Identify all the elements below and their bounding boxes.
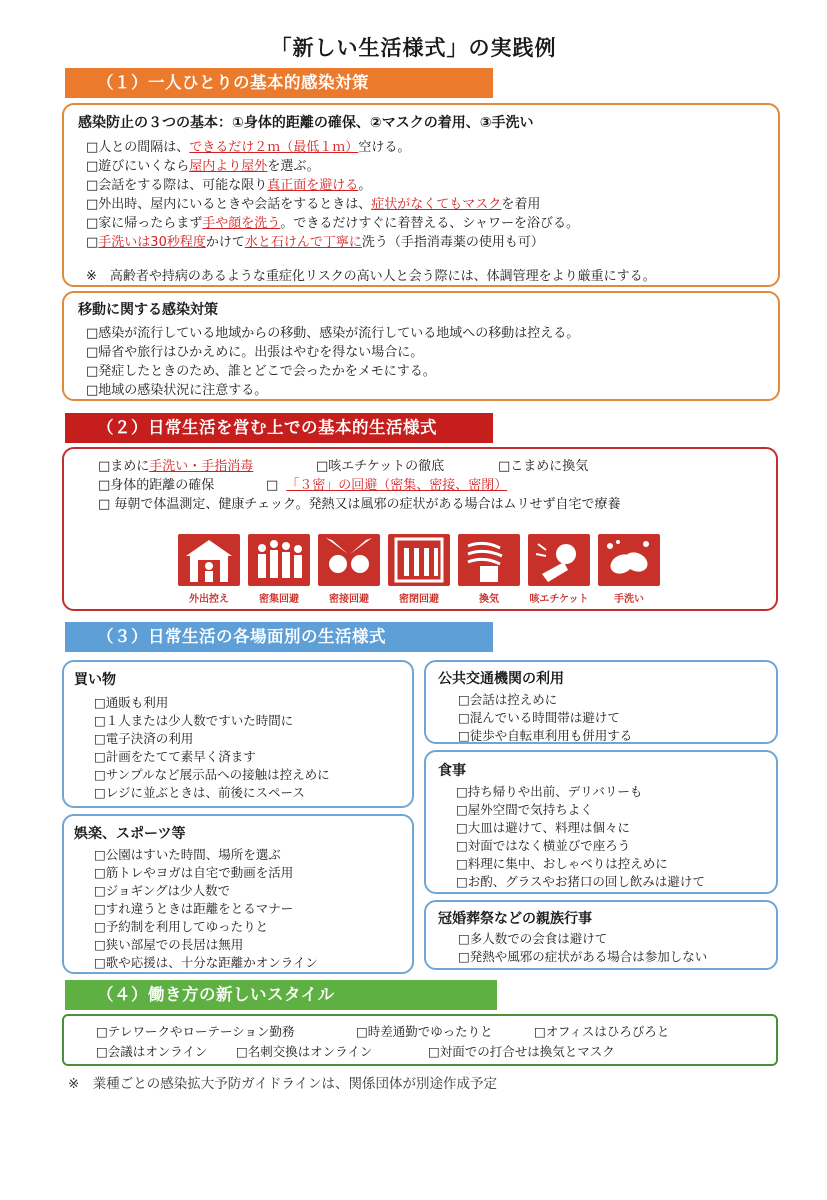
ceremony-title: 冠婚葬祭などの親族行事 <box>438 911 592 927</box>
washing-hands-icon <box>598 534 660 586</box>
ventilation-pictogram <box>458 534 520 605</box>
icon-caption: 密閉回避 <box>399 594 439 605</box>
three-c-item: □ 「３密」の回避（密集、密接、密閉） <box>266 478 508 493</box>
online-card-exchange-item: □名刺交換はオンライン <box>236 1044 373 1059</box>
list-item: □帰省や旅行はひかえめに。出張はやむを得ない場合に。 <box>86 345 424 360</box>
list-item: □歌や応援は、十分な距離かオンライン <box>94 955 318 970</box>
list-item: □レジに並ぶときは、前後にスペース <box>94 785 305 800</box>
ventilation-item: □こまめに換気 <box>498 459 589 474</box>
close-contact-icon <box>318 534 380 586</box>
list-item: □サンプルなど展示品への接触は控えめに <box>94 767 330 782</box>
list-item: □通販も利用 <box>94 695 169 710</box>
transport-title: 公共交通機関の利用 <box>438 671 564 687</box>
section3-banner: （３）日常生活の各場面別の生活様式 <box>65 622 493 652</box>
work-style-box <box>62 1014 778 1066</box>
icon-caption: 外出控え <box>189 594 229 605</box>
list-item: □徒歩や自転車利用も併用する <box>458 728 633 743</box>
list-item: □すれ違うときは距離をとるマナー <box>94 901 294 916</box>
avoid-crowds-pictogram <box>248 534 310 605</box>
section4-banner: （４）働き方の新しいスタイル <box>65 980 497 1010</box>
list-item: □料理に集中、おしゃべりは控えめに <box>456 856 668 871</box>
window-air-icon <box>458 534 520 586</box>
list-item: □筋トレやヨガは自宅で動画を活用 <box>94 865 294 880</box>
online-meeting-item: □会議はオンライン <box>96 1044 208 1059</box>
house-icon <box>178 534 240 586</box>
measure-conversation: □会話をする際は、可能な限り真正面を避ける。 <box>86 178 372 193</box>
shopping-box <box>62 660 414 808</box>
section1-banner: （１）一人ひとりの基本的感染対策 <box>65 68 493 98</box>
handwash-item: □まめに手洗い・手指消毒 <box>98 459 254 474</box>
leisure-box <box>62 814 414 974</box>
list-item: □発症したときのため、誰とどこで会ったかをメモにする。 <box>86 364 436 379</box>
list-item: □持ち帰りや出前、デリバリーも <box>456 784 643 799</box>
list-item: □屋外空間で気持ちよく <box>456 802 593 817</box>
icon-caption: 換気 <box>479 594 499 605</box>
meal-title: 食事 <box>438 763 466 779</box>
page-title: 「新しい生活様式」の実践例 <box>270 36 557 60</box>
basic-measures-title: 感染防止の３つの基本：①身体的距離の確保、②マスクの着用、③手洗い <box>78 115 534 131</box>
movement-title: 移動に関する感染対策 <box>78 302 218 318</box>
list-item: □地域の感染状況に注意する。 <box>86 383 268 398</box>
list-item: □お酌、グラスやお猪口の回し飲みは避けて <box>456 874 705 889</box>
elderly-note: ※ 高齢者や持病のあるような重症化リスクの高い人と会う際には、体調管理をより厳重にする。 <box>86 269 656 284</box>
closed-room-icon <box>388 534 450 586</box>
shopping-title: 買い物 <box>74 672 116 688</box>
movement-measures-box <box>62 291 780 401</box>
list-item: □発熱や風邪の症状がある場合は参加しない <box>458 949 708 964</box>
list-item: □公園はすいた時間、場所を選ぶ <box>94 847 281 862</box>
transport-box <box>424 660 778 744</box>
crowd-icon <box>248 534 310 586</box>
list-item: □対面ではなく横並びで座ろう <box>456 838 631 853</box>
guideline-footnote: ※ 業種ごとの感染拡大予防ガイドラインは、関係団体が別途作成予定 <box>68 1076 498 1092</box>
staggered-commute-item: □時差通勤でゆったりと <box>356 1024 493 1039</box>
icon-caption: 密集回避 <box>259 594 299 605</box>
basic-measures-box <box>62 103 780 287</box>
list-item: □多人数での会食は避けて <box>458 931 608 946</box>
face-to-face-item: □対面での打合せは換気とマスク <box>428 1044 615 1059</box>
meal-box <box>424 750 778 894</box>
list-item: □１人または少人数ですいた時間に <box>94 713 294 728</box>
ceremony-box <box>424 900 778 970</box>
list-item: □予約制を利用してゆったりと <box>94 919 269 934</box>
spacious-office-item: □オフィスはひろびろと <box>534 1024 670 1039</box>
cough-icon <box>528 534 590 586</box>
avoid-close-contact-pictogram <box>318 534 380 605</box>
temperature-item: □ 毎朝で体温測定、健康チェック。発熱又は風邪の症状がある場合はムリせず自宅で療養 <box>98 497 621 512</box>
list-item: □ジョギングは少人数で <box>94 883 231 898</box>
list-item: □狭い部屋での長居は無用 <box>94 937 244 952</box>
telework-item: □テレワークやローテーション勤務 <box>96 1024 295 1039</box>
pictogram-row <box>178 534 658 604</box>
list-item: □大皿は避けて、料理は個々に <box>456 820 631 835</box>
stay-home-pictogram <box>178 534 240 605</box>
list-item: □混んでいる時間帯は避けて <box>458 710 620 725</box>
measure-outdoor: □遊びにいくなら屋内より屋外を選ぶ。 <box>86 159 320 174</box>
icon-caption: 手洗い <box>614 594 644 605</box>
measure-distance: □人との間隔は、できるだけ２ｍ（最低１ｍ）空ける。 <box>86 140 411 155</box>
list-item: □会話は控えめに <box>458 692 558 707</box>
avoid-closed-space-pictogram <box>388 534 450 605</box>
cough-etiquette-item: □咳エチケットの徹底 <box>316 459 445 474</box>
cough-etiquette-pictogram <box>528 534 590 605</box>
distance-item: □身体的距離の確保 <box>98 478 215 493</box>
measure-handwash: □手洗いは30秒程度かけて水と石けんで丁寧に洗う（手指消毒薬の使用も可） <box>86 235 544 250</box>
list-item: □電子決済の利用 <box>94 731 194 746</box>
list-item: □感染が流行している地域からの移動、感染が流行している地域への移動は控える。 <box>86 326 580 341</box>
measure-mask: □外出時、屋内にいるときや会話をするときは、症状がなくてもマスクを着用 <box>86 197 541 212</box>
list-item: □計画をたてて素早く済ます <box>94 749 256 764</box>
section2-banner: （２）日常生活を営む上での基本的生活様式 <box>65 413 493 443</box>
icon-caption: 咳エチケット <box>529 594 589 605</box>
icon-caption: 密接回避 <box>329 594 369 605</box>
measure-wash-face: □家に帰ったらまず手や顔を洗う。できるだけすぐに着替える、シャワーを浴びる。 <box>86 216 580 231</box>
handwashing-pictogram <box>598 534 660 605</box>
leisure-title: 娯楽、スポーツ等 <box>74 826 186 842</box>
